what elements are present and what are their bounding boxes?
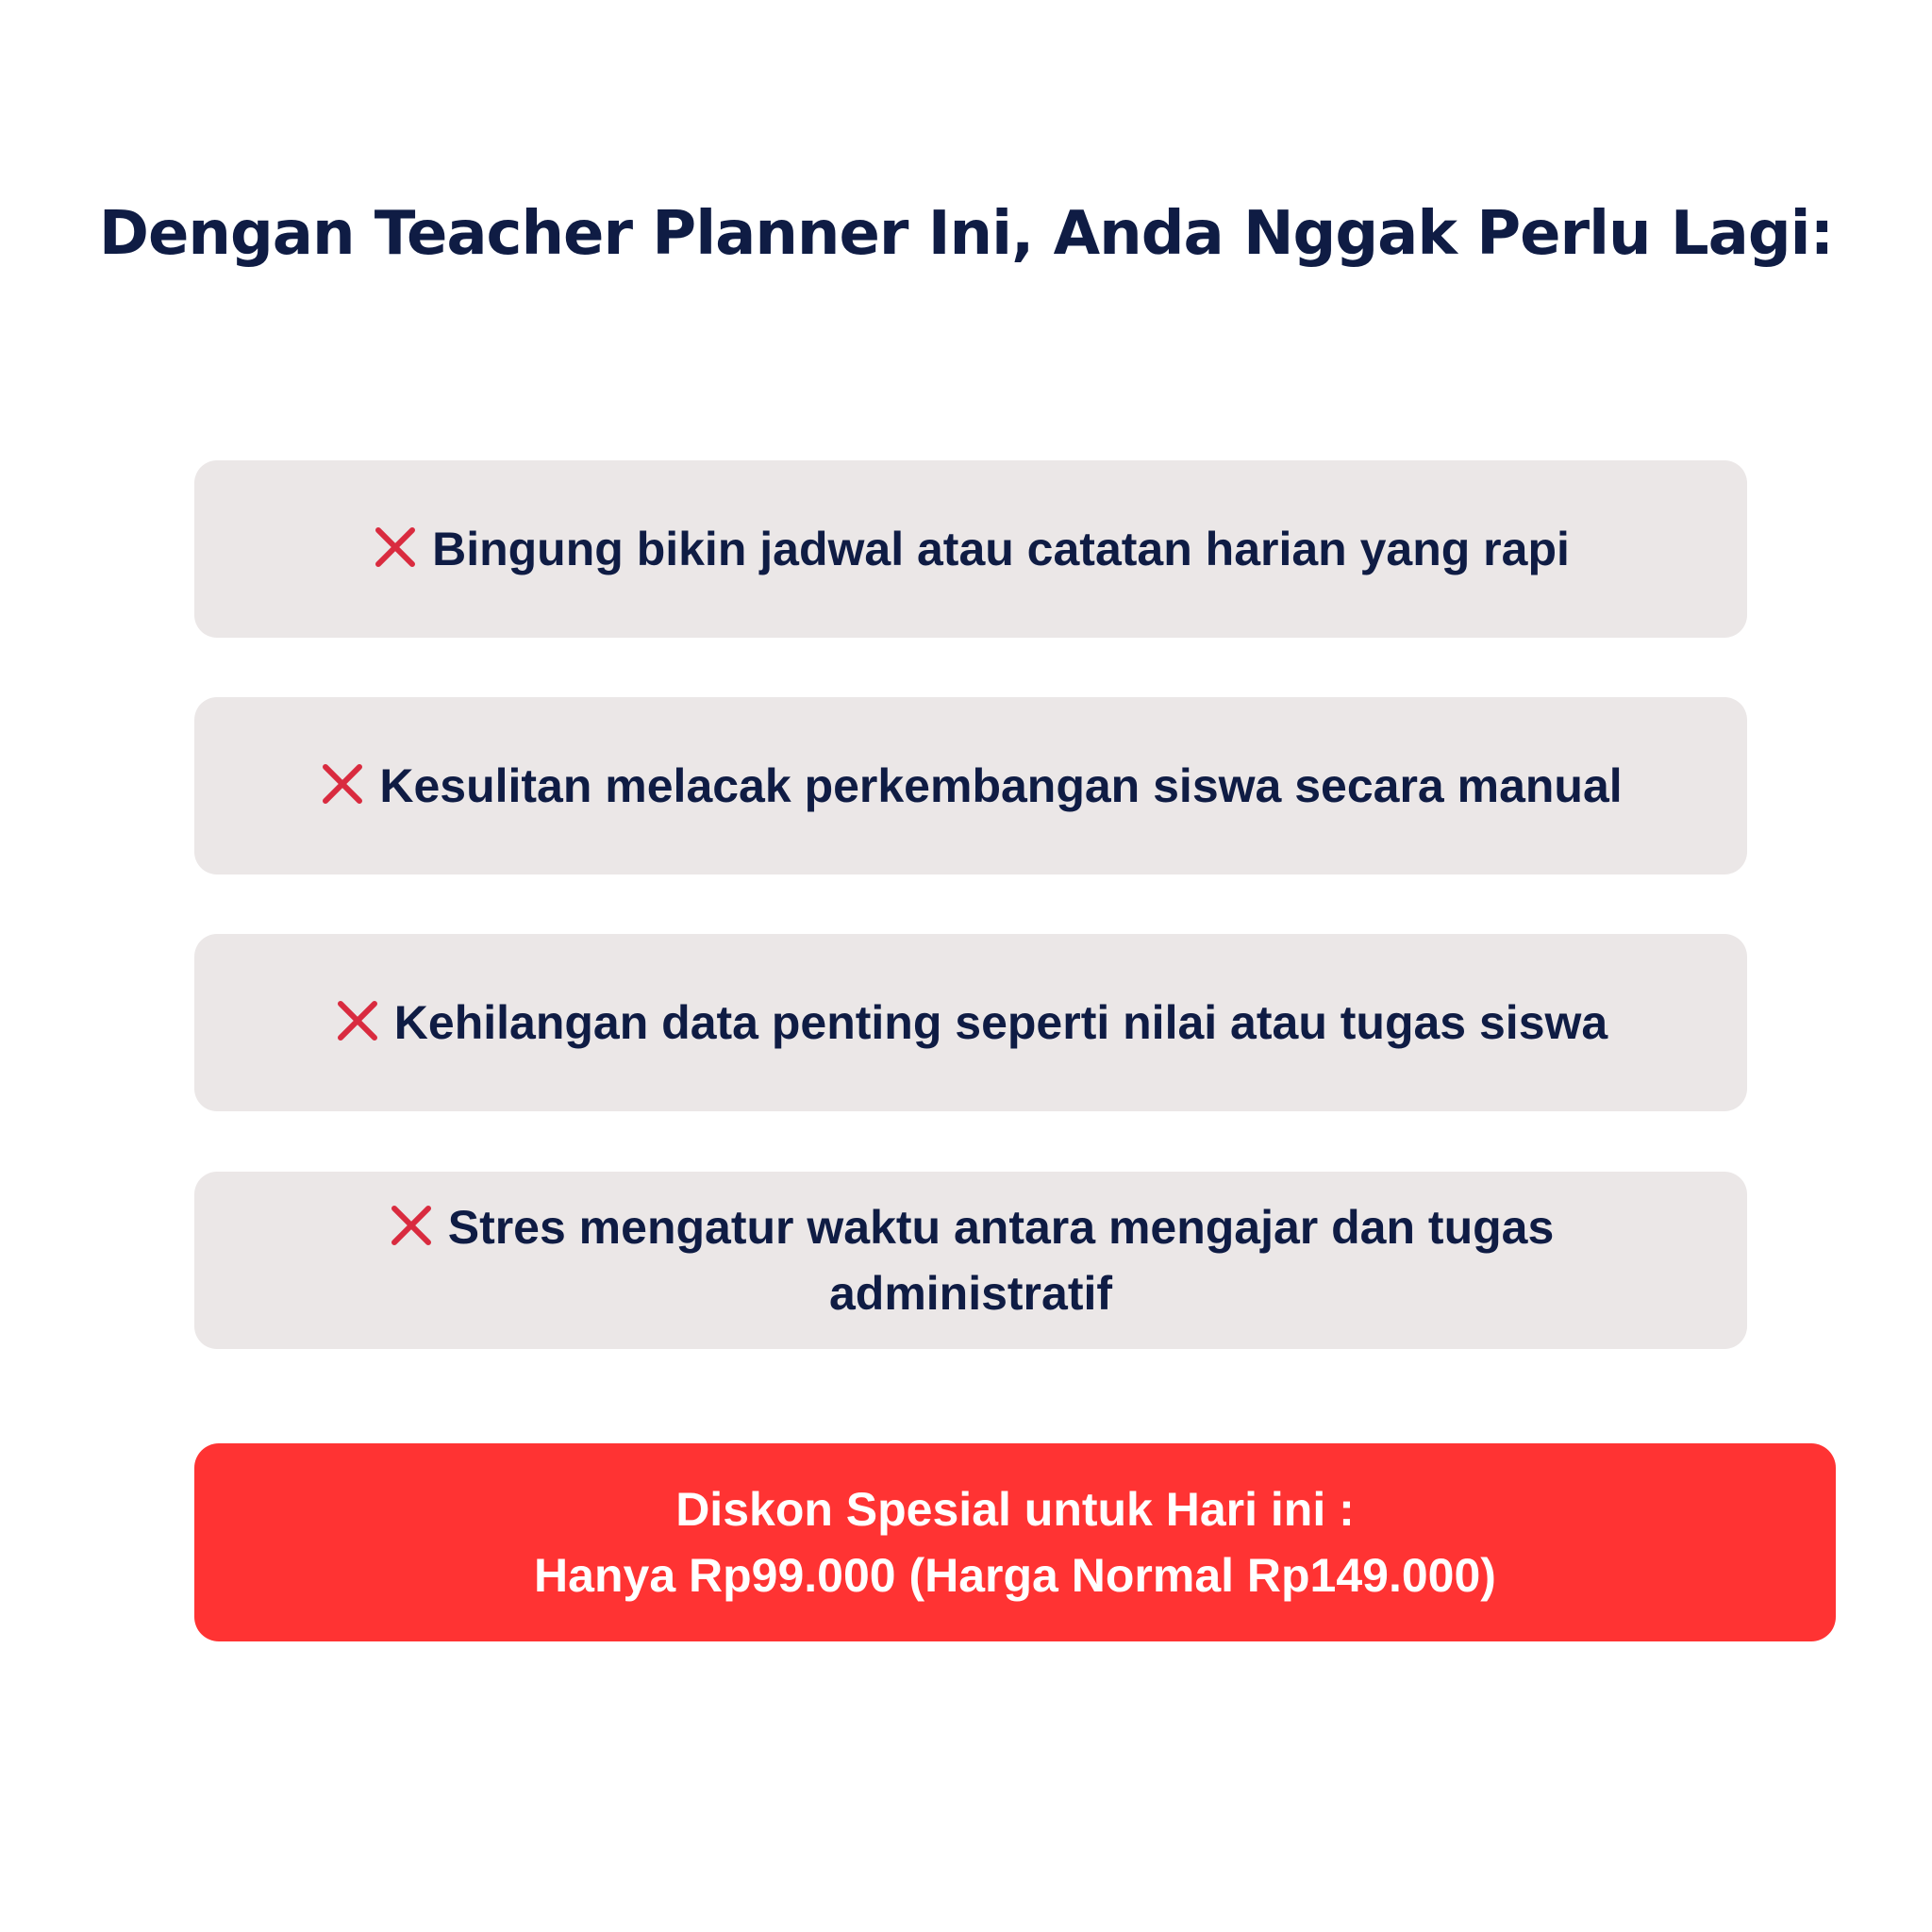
list-item-text: Bingung bikin jadwal atau catatan harian yang rapi <box>432 523 1570 575</box>
list-item <box>194 934 1747 1111</box>
promo-headline: Diskon Spesial untuk Hari ini : <box>675 1483 1355 1536</box>
promo-banner <box>194 1443 1836 1641</box>
promo-price: Hanya Rp99.000 (Harga Normal Rp149.000) <box>534 1549 1496 1602</box>
cross-mark-icon <box>388 1202 435 1249</box>
list-item <box>194 460 1747 638</box>
list-item-content <box>289 1194 1653 1326</box>
list-item-content <box>334 990 1607 1056</box>
cross-mark-icon <box>372 524 419 571</box>
list-item-text: Kesulitan melacak perkembangan siswa secara manual <box>379 759 1623 812</box>
list-item <box>194 697 1747 874</box>
list-item-content <box>319 753 1622 819</box>
cross-mark-icon <box>334 997 381 1044</box>
list-item-content <box>372 516 1570 582</box>
list-item-text: Stres mengatur waktu antara mengajar dan tugas administratif <box>447 1201 1555 1320</box>
cross-mark-icon <box>319 760 366 808</box>
page-title: Dengan Teacher Planner Ini, Anda Nggak Perlu Lagi: <box>98 199 1834 269</box>
list-item <box>194 1172 1747 1349</box>
list-item-text: Kehilangan data penting seperti nilai atau tugas siswa <box>393 996 1608 1049</box>
